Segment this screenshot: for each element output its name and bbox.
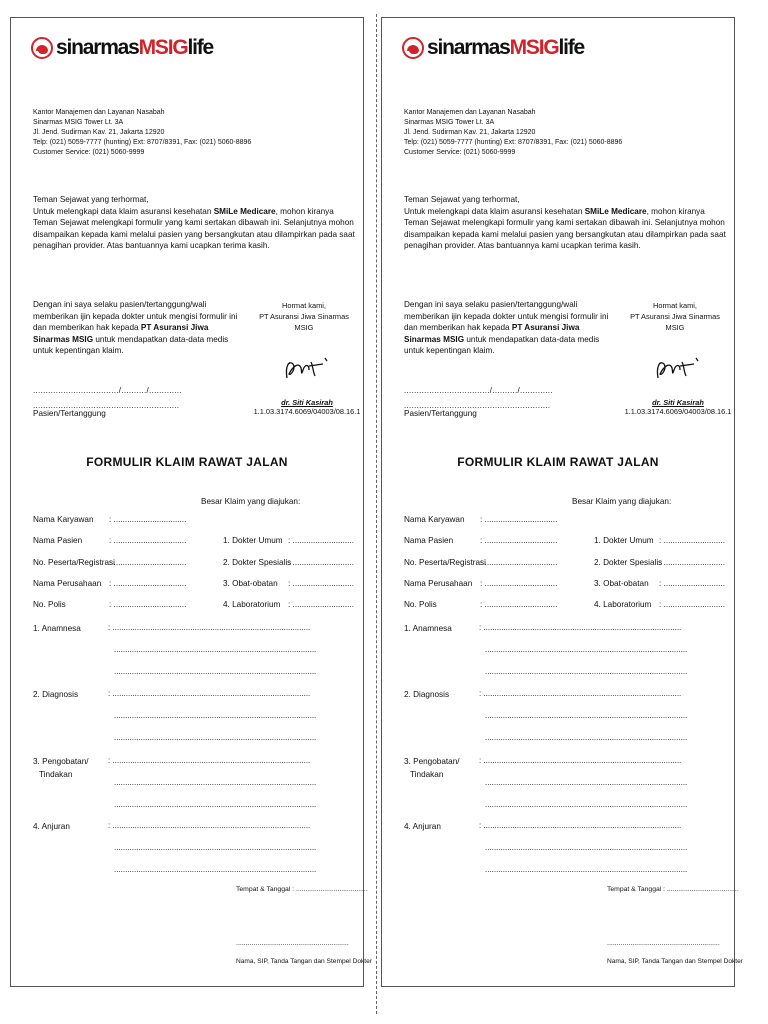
claim-general-doctor[interactable]: 1. Dokter Umum : ........................... [223, 536, 354, 545]
field-employee-name[interactable]: Nama Karyawan : ................................ [404, 515, 558, 524]
diagnosis-field[interactable]: ........................................................................................... [114, 711, 317, 720]
doctor-name: dr. Siti Kasirah [652, 398, 704, 407]
claim-specialist[interactable]: 2. Dokter Spesialis: ........................... [223, 558, 354, 567]
product-name: SMiLe Medicare [213, 206, 276, 216]
section-anamnesis-label: 1. Anamnesa [404, 624, 452, 633]
product-name: SMiLe Medicare [584, 206, 647, 216]
field-registration-number[interactable]: No. Peserta/Registrasi: ................................ [404, 558, 558, 567]
anamnesis-field[interactable]: ........................................................................................... [485, 645, 688, 654]
company-logo [402, 36, 584, 60]
claim-specialist[interactable]: 2. Dokter Spesialis: ........................... [594, 558, 725, 567]
doctor-signature-image [650, 352, 710, 382]
intro-paragraph: Untuk melengkapi data klaim asuransi kesehatan SMiLe Medicare, mohon kiranya Teman Sejawat melengkapi formulir yang kami sertakan dibawah ini. Selanjutnya mohon disampaikan kepada kami melalui pasien yang bersangkutan atau dilampirkan pada saat penagihan provider. Atas bantuannya kami ucapkan terima kasih. [404, 206, 726, 251]
form-sheet-right [381, 17, 743, 987]
field-patient-name[interactable]: Nama Pasien : ................................ [33, 536, 187, 545]
doctor-signature-field[interactable]: .......................................................... [236, 940, 349, 947]
anamnesis-field[interactable]: ........................................................................................... [114, 667, 317, 676]
office-line: Kantor Manajemen dan Layanan Nasabah [33, 109, 165, 116]
company-logo [31, 36, 213, 60]
insured-label: Pasien/Tertanggung [404, 409, 477, 418]
section-diagnosis-label: 2. Diagnosis [33, 690, 79, 699]
regards-company: PT Asuransi Jiwa Sinarmas MSIG [259, 312, 349, 332]
claim-laboratory[interactable]: 4. Laboratorium : ........................... [594, 600, 725, 609]
field-registration-number[interactable]: No. Peserta/Registrasi: ................................ [33, 558, 187, 567]
logo-brand: sinarmas [427, 36, 510, 59]
doctor-block [247, 398, 367, 416]
office-line: Telp: (021) 5059-7777 (hunting) Ext: 8707/8391, Fax: (021) 5060-8896 [33, 139, 252, 146]
insured-signature-field[interactable]: .......................................................... [404, 401, 551, 410]
intro-letter [404, 194, 726, 252]
treatment-field[interactable]: ........................................................................................... [114, 778, 317, 787]
place-date-field[interactable]: Tempat & Tanggal : ...................................... [236, 886, 368, 893]
advice-field[interactable]: ........................................................................................... [485, 865, 688, 874]
intro-paragraph: Untuk melengkapi data klaim asuransi kesehatan SMiLe Medicare, mohon kiranya Teman Sejawat melengkapi formulir yang kami sertakan dibawah ini. Selanjutnya mohon disampaikan kepada kami melalui pasien yang bersangkutan atau dilampirkan pada saat penagihan provider. Atas bantuannya kami ucapkan terima kasih. [33, 206, 355, 251]
form-title: FORMULIR KLAIM RAWAT JALAN [86, 455, 288, 469]
field-company-name[interactable]: Nama Perusahaan : ................................ [404, 579, 558, 588]
claim-general-doctor[interactable]: 1. Dokter Umum : ........................... [594, 536, 725, 545]
section-treatment-label: 3. Pengobatan/ Tindakan [404, 757, 460, 779]
logo-brand-accent: MSIG [509, 36, 559, 59]
office-address [404, 108, 622, 158]
regards-line: Hormat kami, [282, 301, 326, 310]
diagnosis-field[interactable]: : ......................................................................................... [108, 689, 311, 698]
advice-field[interactable]: : ......................................................................................... [479, 821, 682, 830]
doctor-signature-image [279, 352, 339, 382]
doctor-block [618, 398, 738, 416]
office-line: Jl. Jend. Sudirman Kav. 21, Jakarta 12920 [404, 129, 536, 136]
treatment-field[interactable]: ........................................................................................... [485, 778, 688, 787]
doctor-signature-caption: Nama, SIP, Tanda Tangan dan Stempel Dokter [607, 958, 743, 965]
consent-paragraph: Dengan ini saya selaku pasien/tertanggung/wali memberikan ijin kepada dokter untuk mengisi formulir ini dan memberikan hak kepada PT Asuransi Jiwa Sinarmas MSIG untuk mendapatkan data-data medis untuk kepentingan klaim. [33, 300, 238, 356]
company-name: PT Asuransi Jiwa Sinarmas MSIG [404, 323, 580, 344]
diagnosis-field[interactable]: ........................................................................................... [114, 733, 317, 742]
intro-letter [33, 194, 355, 252]
doctor-name: dr. Siti Kasirah [281, 398, 333, 407]
place-date-field[interactable]: Tempat & Tanggal : ...................................... [607, 886, 739, 893]
section-diagnosis-label: 2. Diagnosis [404, 690, 450, 699]
insured-signature-field[interactable]: .......................................................... [33, 401, 180, 410]
claim-amount-title: Besar Klaim yang diajukan: [572, 497, 672, 506]
anamnesis-field[interactable]: : ......................................................................................... [108, 623, 311, 632]
form-title: FORMULIR KLAIM RAWAT JALAN [457, 455, 659, 469]
logo-brand-accent: MSIG [138, 36, 188, 59]
treatment-field[interactable]: ........................................................................................... [485, 800, 688, 809]
office-line: Customer Service: (021) 5060-9999 [33, 149, 145, 156]
logo-suffix: life [187, 36, 214, 59]
office-line: Telp: (021) 5059-7777 (hunting) Ext: 8707/8391, Fax: (021) 5060-8896 [404, 139, 623, 146]
insured-label: Pasien/Tertanggung [33, 409, 106, 418]
anamnesis-field[interactable]: ........................................................................................... [114, 645, 317, 654]
diagnosis-field[interactable]: ........................................................................................... [485, 733, 688, 742]
section-advice-label: 4. Anjuran [33, 822, 70, 831]
doctor-signature-field[interactable]: .......................................................... [607, 940, 720, 947]
consent-date-field[interactable]: ................................../........../............. [404, 386, 553, 395]
consent-paragraph: Dengan ini saya selaku pasien/tertanggung/wali memberikan ijin kepada dokter untuk mengisi formulir ini dan memberikan hak kepada PT Asuransi Jiwa Sinarmas MSIG untuk mendapatkan data-data medis untuk kepentingan klaim. [404, 300, 609, 356]
regards-block [249, 300, 359, 333]
advice-field[interactable]: ........................................................................................... [485, 843, 688, 852]
anamnesis-field[interactable]: : ......................................................................................... [479, 623, 682, 632]
doctor-signature-caption: Nama, SIP, Tanda Tangan dan Stempel Dokter [236, 958, 372, 965]
doctor-id: 1.1.03.3174.6069/04003/08.16.1 [253, 407, 361, 416]
office-address [33, 108, 251, 158]
logo-icon [31, 37, 53, 59]
field-employee-name[interactable]: Nama Karyawan : ................................ [33, 515, 187, 524]
section-anamnesis-label: 1. Anamnesa [33, 624, 81, 633]
office-line: Customer Service: (021) 5060-9999 [404, 149, 516, 156]
cut-line [376, 14, 377, 1014]
anamnesis-field[interactable]: ........................................................................................... [485, 667, 688, 676]
office-line: Sinarmas MSIG Tower Lt. 3A [33, 119, 124, 126]
section-treatment-label: 3. Pengobatan/ Tindakan [33, 757, 89, 779]
advice-field[interactable]: ........................................................................................... [114, 865, 317, 874]
office-line: Sinarmas MSIG Tower Lt. 3A [404, 119, 495, 126]
claim-medicine[interactable]: 3. Obat-obatan : ........................... [594, 579, 725, 588]
logo-brand: sinarmas [56, 36, 139, 59]
field-patient-name[interactable]: Nama Pasien : ................................ [404, 536, 558, 545]
field-company-name[interactable]: Nama Perusahaan : ................................ [33, 579, 187, 588]
claim-laboratory[interactable]: 4. Laboratorium : ........................... [223, 600, 354, 609]
logo-icon [402, 37, 424, 59]
company-name: PT Asuransi Jiwa Sinarmas MSIG [33, 323, 209, 344]
diagnosis-field[interactable]: ........................................................................................... [485, 711, 688, 720]
claim-medicine[interactable]: 3. Obat-obatan : ........................... [223, 579, 354, 588]
field-policy-number[interactable]: No. Polis : ................................ [33, 600, 187, 609]
diagnosis-field[interactable]: : ......................................................................................... [479, 689, 682, 698]
form-sheet-left [10, 17, 372, 987]
treatment-field[interactable]: : ......................................................................................... [479, 756, 682, 765]
section-advice-label: 4. Anjuran [404, 822, 441, 831]
claim-amount-title: Besar Klaim yang diajukan: [201, 497, 301, 506]
greeting: Teman Sejawat yang terhormat, [33, 195, 149, 204]
doctor-id: 1.1.03.3174.6069/04003/08.16.1 [624, 407, 732, 416]
advice-field[interactable]: : ......................................................................................... [108, 821, 311, 830]
treatment-field[interactable]: : ......................................................................................... [108, 756, 311, 765]
consent-date-field[interactable]: ................................../........../............. [33, 386, 182, 395]
greeting: Teman Sejawat yang terhormat, [404, 195, 520, 204]
treatment-field[interactable]: ........................................................................................... [114, 800, 317, 809]
office-line: Kantor Manajemen dan Layanan Nasabah [404, 109, 536, 116]
regards-company: PT Asuransi Jiwa Sinarmas MSIG [630, 312, 720, 332]
office-line: Jl. Jend. Sudirman Kav. 21, Jakarta 12920 [33, 129, 165, 136]
regards-line: Hormat kami, [653, 301, 697, 310]
field-policy-number[interactable]: No. Polis : ................................ [404, 600, 558, 609]
advice-field[interactable]: ........................................................................................... [114, 843, 317, 852]
logo-suffix: life [558, 36, 585, 59]
regards-block [620, 300, 730, 333]
